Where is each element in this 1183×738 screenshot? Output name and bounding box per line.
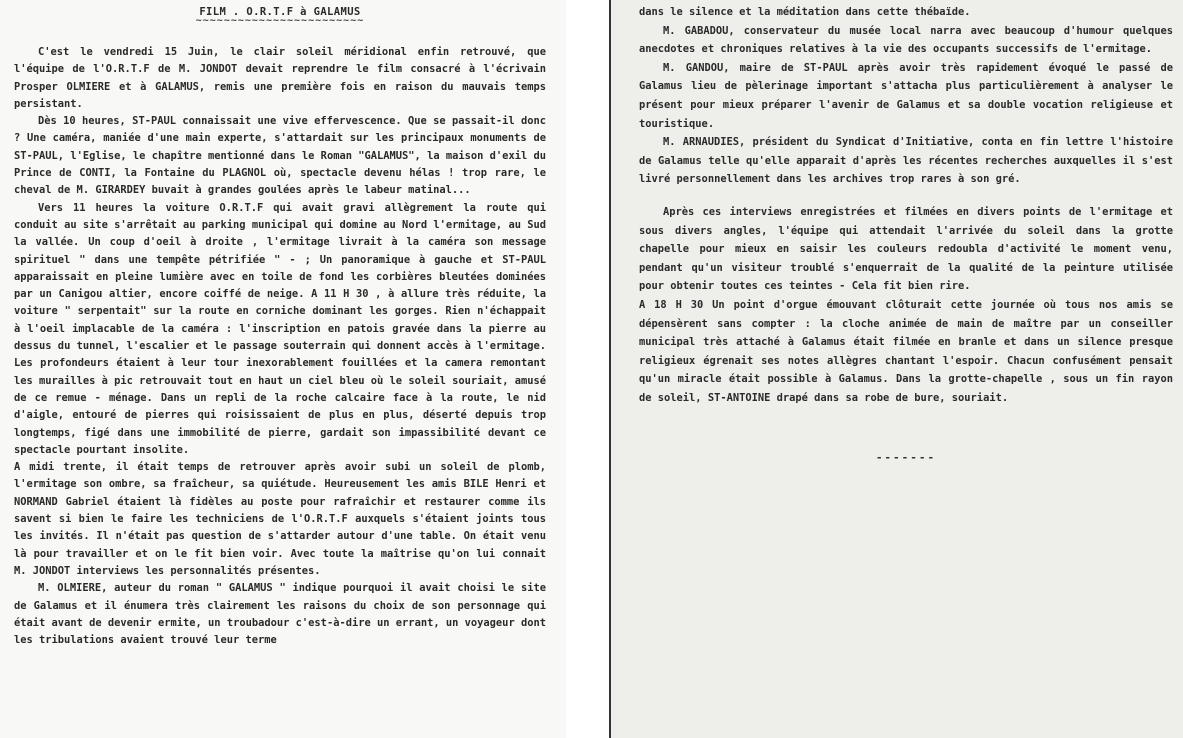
paragraph: A midi trente, il était temps de retrouver après avoir subi un soleil de plomb, l'ermitage son ombre, sa fraîcheur, sa quiétude. Heureusement les amis BILE Henri et NORMAND Gabriel étaient là fidèles au poste pour rafraîchir et restaurer comme ils savent si bien le faire les techniciens de l'O.R.T.F auxquels s'étaient joints tous les invités. Il n'était pas question de s'attarder autour d'une table. On était venu là pour travailler et on le fit bien voir. Avec toute la maîtrise qu'on lui connait M. JONDOT interviews les personnalités présentes.: [14, 461, 546, 577]
left-page: [0, 0, 566, 738]
paragraph: M. GANDOU, maire de ST-PAUL après avoir très rapidement évoqué le passé de Galamus lieu de pèlerinage important s'attacha plus particulièrement à analyser le présent pour mieux préparer l'avenir de Galamus et sa double vocation religieuse et touristique.: [639, 61, 1173, 130]
title-underline: ~~~~~~~~~~~~~~~~~~~~~~~~: [195, 15, 365, 26]
paragraph: Après ces interviews enregistrées et filmées en divers points de l'ermitage et sous divers angles, l'équipe qui attendait l'arrivée du soleil dans la grotte chapelle pour mieux en saisir les couleurs redoubla d'activité le moment venu, pendant qu'un visiteur troublé s'enquerrait de la qualité de la peinture utilisée pour obtenir toutes ces teintes - Cela fit bien rire.: [639, 205, 1173, 293]
right-page-text: [639, 0, 1173, 464]
paragraph: M. GABADOU, conservateur du musée local narra avec beaucoup d'humour quelques anecdotes et chroniques relatives à la vie des occupants successifs de l'ermitage.: [639, 24, 1173, 56]
page-title: FILM . O.R.T.F à GALAMUS: [199, 6, 361, 18]
paragraph: M. ARNAUDIES, président du Syndicat d'Initiative, conta en fin lettre l'histoire de Galamus telle qu'elle apparait d'après les récentes recherches auxquelles il s'est livré personnellement dans les archives trop rares à son gré.: [639, 136, 1173, 186]
right-page: [609, 0, 1183, 738]
paragraph: A 18 H 30 Un point d'orgue émouvant clôturait cette journée où tous nos amis se dépensèrent sans compter : la cloche animée de main de maître par un conseiller municipal très attaché à Galamus était filmée en branle et dans un silence presque religieux égrenait ses notes allègres chantant l'espoir. Chacun confusément pensait qu'un miracle était possible à Galamus. Dans la grotte-chapelle , sous un fin rayon de soleil, ST-ANTOINE drapé dans sa robe de bure, souriait.: [639, 298, 1173, 404]
paragraph: Vers 11 heures la voiture O.R.T.F qui avait gravi allègrement la route qui conduit au site s'arrêtait au parking municipal qui domine au Nord l'ermitage, au Sud la vallée. Un coup d'oeil à droite , l'ermitage livrait à la caméra son message spirituel " dans une tempête pétrifiée " - ; Un panoramique à gauche et ST-PAUL apparaissait en pleine lumière avec en toile de fond les corbières bleutées dominées par un Canigou altier, encore coiffé de neige. A 11 H 30 , à allure très réduite, la voiture " serpentait" sur la route en corniche dominant les gorges. Rien n'échappait à l'oeil implacable de la caméra : l'inscription en patois gravée dans la pierre au dessus du tunnel, l'escalier et le passage souterrain qui donnent accès à l'ermitage. Les profondeurs étaient à leur tour inexorablement fouillées et la camera remontant les murailles à pic retrouvait tout en haut un ciel bleu où le soleil souriait, amusé de ce remue - ménage. Dans un repli de la roche calcaire face à la route, le nid d'aigle, entouré de pierres qui roisissaient de plus en plus, déserté depuis trop longtemps, figé dans une immobilité de pierre, gardait son impassibilité devant ce spectacle pourtant insolite.: [14, 201, 546, 456]
end-mark: -------: [875, 451, 937, 465]
paragraph: C'est le vendredi 15 Juin, le clair soleil méridional enfin retrouvé, que l'équipe de l'O.R.T.F de M. JONDOT devait reprendre le film consacré à l'écrivain Prosper OLMIERE et à GALAMUS, remis une première fois en raison du mauvais temps persistant.: [14, 46, 546, 110]
paragraph: Dès 10 heures, ST-PAUL connaissait une vive effervescence. Que se passait-il donc ? Une caméra, maniée d'une main experte, s'attardait sur les principaux monuments de ST-PAUL, l'Eglise, le chapître mentionné dans le Roman "GALAMUS", la maison d'exil du Prince de CONTI, la Fontaine du PLAGNOL où, spectacle devenu hélas ! trop rare, le cheval de M. GIRARDEY buvait à grandes goulées après le labeur matinal...: [14, 115, 546, 197]
paragraph: M. OLMIERE, auteur du roman " GALAMUS " indique pourquoi il avait choisi le site de Galamus et il énumera très clairement les raisons du choix de son personnage qui était avant de devenir ermite, un troubadour c'est-à-dire un errant, un voyageur dont les tribulations avaient trouvé leur terme: [14, 582, 546, 647]
paragraph: dans le silence et la méditation dans cette thébaïde.: [639, 6, 971, 18]
